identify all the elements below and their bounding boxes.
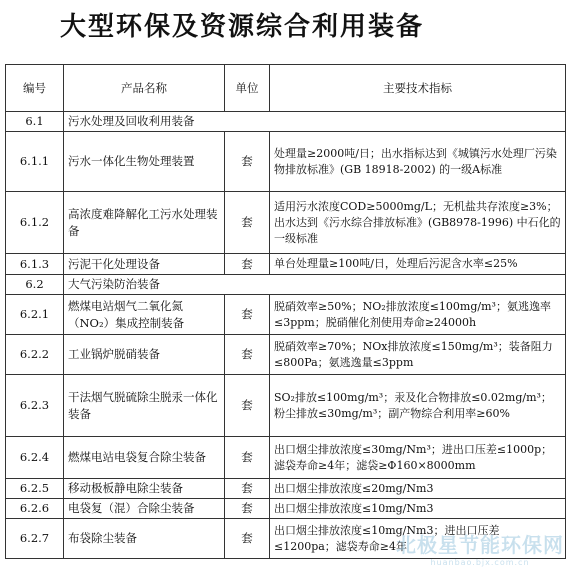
row-name: 燃煤电站烟气二氧化氮（NO₂）集成控制装备 xyxy=(64,295,225,335)
table-row xyxy=(6,335,566,375)
row-unit: 套 xyxy=(225,295,270,335)
row-code: 6.2.2 xyxy=(6,335,64,375)
table-row-section xyxy=(6,275,566,295)
row-spec: 单台处理量≥100吨/日，处理后污泥含水率≤25% xyxy=(270,254,566,275)
row-code: 6.2.5 xyxy=(6,479,64,499)
table-row xyxy=(6,437,566,479)
row-code: 6.2.3 xyxy=(6,375,64,437)
header-unit: 单位 xyxy=(225,65,270,112)
table-row-section xyxy=(6,112,566,132)
table-row xyxy=(6,132,566,192)
row-code: 6.1.2 xyxy=(6,192,64,254)
section-title: 大气污染防治装备 xyxy=(64,275,566,295)
row-code: 6.2.1 xyxy=(6,295,64,335)
row-unit: 套 xyxy=(225,437,270,479)
row-code: 6.2.6 xyxy=(6,499,64,519)
row-spec: 脱硝效率≥50%；NO₂排放浓度≤100mg/m³；氨逃逸率≤3ppm；脱硝催化剂使用寿命≥24000h xyxy=(270,295,566,335)
row-spec: SO₂排放≤100mg/m³；汞及化合物排放≤0.02mg/m³；粉尘排放≤30mg/m³；副产物综合利用率≥60% xyxy=(270,375,566,437)
row-unit: 套 xyxy=(225,335,270,375)
page-title: 大型环保及资源综合利用装备 xyxy=(60,12,425,42)
table-row xyxy=(6,254,566,275)
row-unit: 套 xyxy=(225,479,270,499)
row-code: 6.1.3 xyxy=(6,254,64,275)
row-spec: 处理量≥2000吨/日；出水指标达到《城镇污水处理厂污染物排放标准》(GB 18918-2002) 的一级A标准 xyxy=(270,132,566,192)
table-row xyxy=(6,499,566,519)
row-name: 移动极板静电除尘装备 xyxy=(64,479,225,499)
row-name: 燃煤电站电袋复合除尘装备 xyxy=(64,437,225,479)
row-name: 高浓度难降解化工污水处理装备 xyxy=(64,192,225,254)
watermark-url: huanbao.bjx.com.cn xyxy=(430,558,530,567)
row-code: 6.2 xyxy=(6,275,64,295)
table-row xyxy=(6,519,566,559)
row-spec: 适用污水浓度COD≥5000mg/L；无机盐共存浓度≥3%；出水达到《污水综合排放标准》(GB8978-1996) 中石化的一级标准 xyxy=(270,192,566,254)
row-name: 电袋复（混）合除尘装备 xyxy=(64,499,225,519)
row-unit: 套 xyxy=(225,519,270,559)
row-code: 6.2.4 xyxy=(6,437,64,479)
table-row xyxy=(6,295,566,335)
header-name: 产品名称 xyxy=(64,65,225,112)
row-unit: 套 xyxy=(225,499,270,519)
table-row xyxy=(6,479,566,499)
row-code: 6.1 xyxy=(6,112,64,132)
row-name: 污水一体化生物处理装置 xyxy=(64,132,225,192)
watermark-logo-text: 北极星节能环保网 xyxy=(396,533,564,557)
row-spec: 出口烟尘排放浓度≤10mg/Nm3；进出口压差≤1200pa；滤袋寿命≥4年 xyxy=(270,519,566,559)
row-spec: 出口烟尘排放浓度≤20mg/Nm3 xyxy=(270,479,566,499)
table-row xyxy=(6,375,566,437)
row-unit: 套 xyxy=(225,254,270,275)
row-name: 工业锅炉脱硝装备 xyxy=(64,335,225,375)
row-spec: 出口烟尘排放浓度≤10mg/Nm3 xyxy=(270,499,566,519)
row-code: 6.2.7 xyxy=(6,519,64,559)
table-body xyxy=(6,65,566,559)
header-spec: 主要技术指标 xyxy=(270,65,566,112)
row-spec: 脱硝效率≥70%；NOx排放浓度≤150mg/m³；装备阻力≤800Pa；氨逃逸量≤3ppm xyxy=(270,335,566,375)
row-unit: 套 xyxy=(225,375,270,437)
row-name: 干法烟气脱硫除尘脱汞一体化装备 xyxy=(64,375,225,437)
header-code: 编号 xyxy=(6,65,64,112)
row-code: 6.1.1 xyxy=(6,132,64,192)
row-unit: 套 xyxy=(225,192,270,254)
row-spec: 出口烟尘排放浓度≤30mg/Nm³；进出口压差≤1000p；滤袋寿命≥4年；滤袋≥Φ160×8000mm xyxy=(270,437,566,479)
section-title: 污水处理及回收利用装备 xyxy=(64,112,566,132)
equipment-spec-table xyxy=(5,64,566,559)
row-unit: 套 xyxy=(225,132,270,192)
table-row xyxy=(6,192,566,254)
row-name: 污泥干化处理设备 xyxy=(64,254,225,275)
row-name: 布袋除尘装备 xyxy=(64,519,225,559)
table-header-row xyxy=(6,65,566,112)
